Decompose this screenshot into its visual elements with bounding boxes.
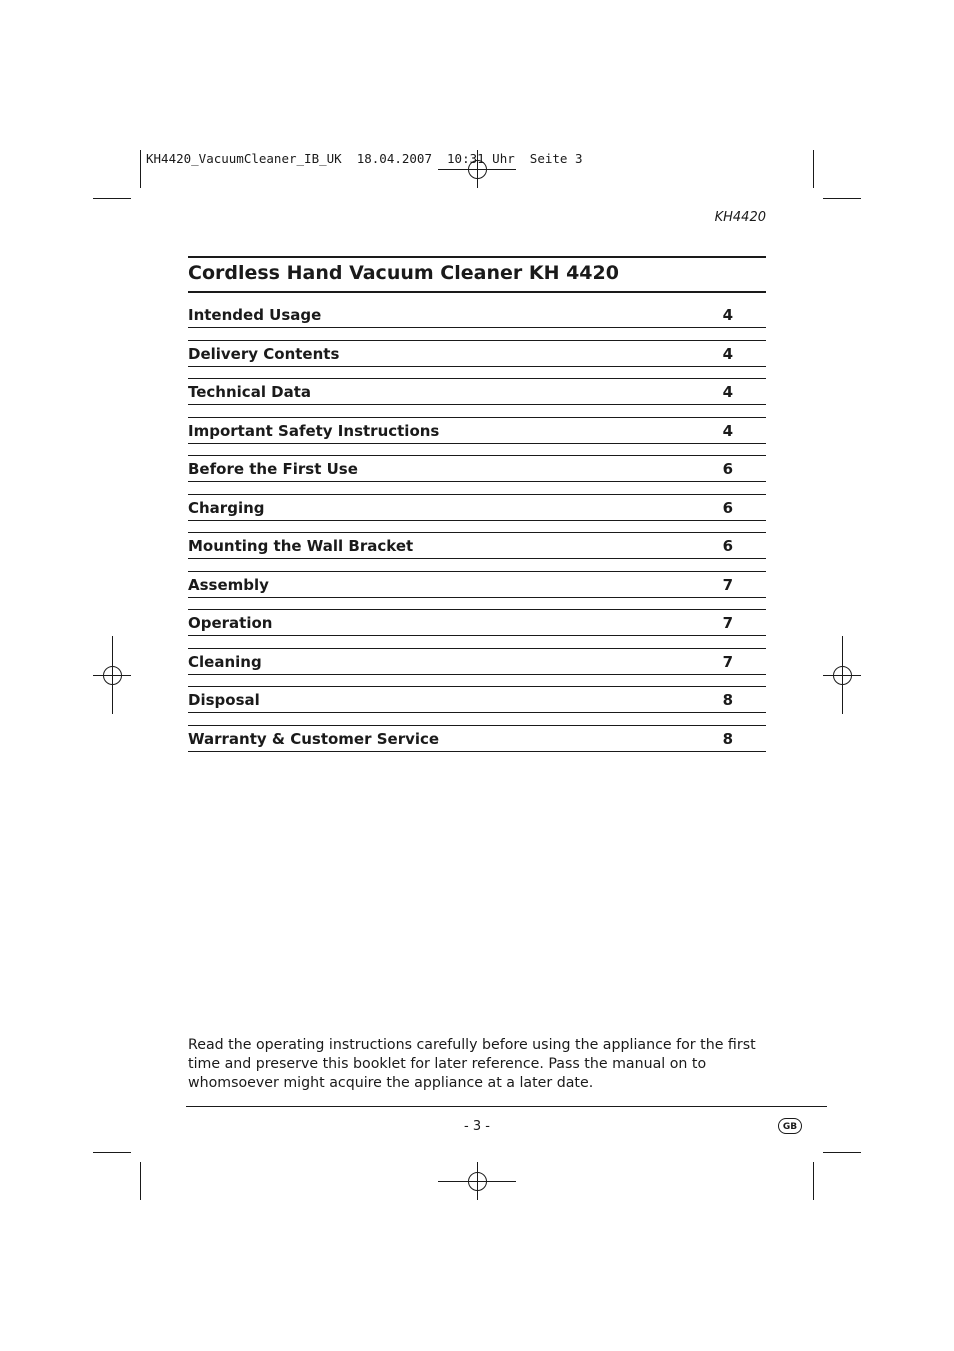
- toc-entry-label: Delivery Contents: [188, 344, 340, 363]
- toc-entry: [188, 378, 766, 405]
- toc-entry: [188, 648, 766, 675]
- toc-entry-page: 4: [722, 306, 733, 324]
- crop-mark: [140, 1162, 141, 1200]
- toc-entry: [188, 609, 766, 636]
- print-slug: KH4420_VacuumCleaner_IB_UK 18.04.2007 10:31 Uhr Seite 3: [146, 151, 583, 166]
- crop-mark: [813, 150, 814, 188]
- toc-entry: [188, 494, 766, 521]
- crop-mark: [813, 1162, 814, 1200]
- toc-entry: [188, 532, 766, 559]
- toc-entry-page: 4: [722, 383, 733, 401]
- toc-entry-label: Charging: [188, 498, 265, 517]
- toc-entry-label: Technical Data: [188, 383, 312, 401]
- toc-entry-page: 7: [722, 614, 733, 632]
- toc-entry-label: Before the First Use: [188, 460, 358, 478]
- crop-mark: [93, 1152, 131, 1153]
- toc-entry-label: Intended Usage: [188, 306, 322, 324]
- toc-entry: [188, 340, 766, 367]
- crop-mark: [823, 1152, 861, 1153]
- crop-mark: [93, 198, 131, 199]
- crop-mark: [140, 150, 141, 188]
- toc-entry-page: 4: [722, 421, 733, 440]
- toc-entry-label: Assembly: [188, 575, 269, 594]
- toc-entry-page: 8: [722, 729, 733, 748]
- toc-entry-label: Operation: [188, 614, 273, 632]
- toc-entry-page: 6: [722, 498, 733, 517]
- registration-mark-bottom: [438, 1162, 516, 1200]
- intro-paragraph: Read the operating instructions carefully before using the appliance for the first time and preserve this booklet for later reference. Pass the manual on to whomsoever might acquire the appliance at a later date.: [188, 1037, 756, 1091]
- model-number: KH4420: [714, 210, 766, 225]
- toc-entry: [188, 686, 766, 713]
- toc-entry-page: 8: [722, 691, 733, 709]
- page-number: - 3 -: [464, 1119, 490, 1134]
- footer-rule: [186, 1106, 827, 1107]
- toc-entry-page: 7: [722, 652, 733, 671]
- toc-entry-label: Important Safety Instructions: [188, 421, 440, 440]
- toc-entry-label: Mounting the Wall Bracket: [188, 537, 414, 555]
- toc-entry-page: 7: [722, 575, 733, 594]
- registration-mark-right: [823, 636, 861, 714]
- toc-entry-page: 6: [722, 537, 733, 555]
- toc-entry-label: Warranty & Customer Service: [188, 729, 440, 748]
- toc-entry-page: 4: [722, 344, 733, 363]
- crop-mark: [823, 198, 861, 199]
- title-rule-bottom: [188, 291, 766, 293]
- title-rule-top: [188, 256, 766, 258]
- toc-entry-page: 6: [722, 460, 733, 478]
- page-title: Cordless Hand Vacuum Cleaner KH 4420: [188, 262, 619, 284]
- toc-entry: [188, 571, 766, 598]
- toc-entry-label: Disposal: [188, 691, 260, 709]
- toc-entry: [188, 455, 766, 482]
- toc-entry-label: Cleaning: [188, 652, 262, 671]
- toc-entry: [188, 417, 766, 444]
- language-badge: GB: [778, 1118, 802, 1134]
- registration-mark-left: [93, 636, 131, 714]
- toc-entry: [188, 301, 766, 328]
- toc-entry: [188, 725, 766, 752]
